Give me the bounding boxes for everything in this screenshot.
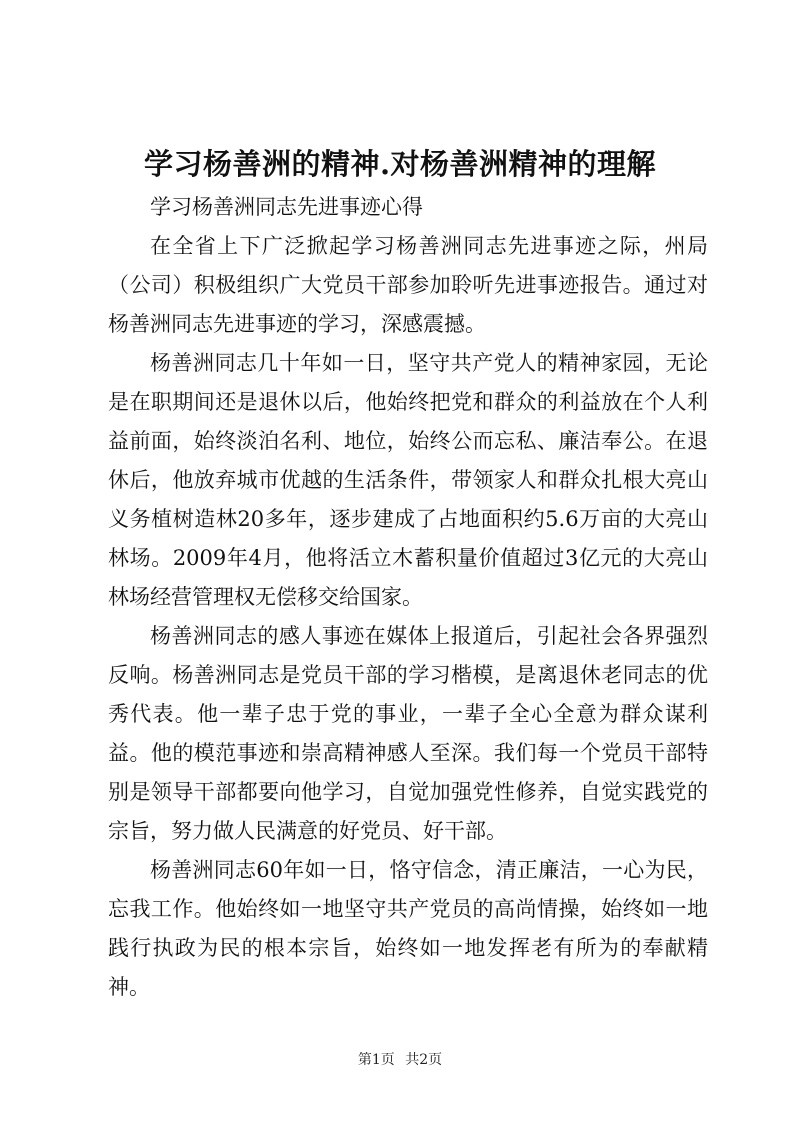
page-title: 学习杨善洲的精神.对杨善洲精神的理解 [143, 147, 657, 181]
subtitle-paragraph: 学习杨善洲同志先进事迹心得 [150, 195, 423, 219]
page-footer [0, 1050, 800, 1070]
page-total: 共2页 [405, 1052, 443, 1068]
page-number: 第1页 [357, 1052, 395, 1068]
body-paragraph: 杨善洲同志几十年如一日，坚守共产党人的精神家园，无论是在职期间还是退休以后，他始终把党和群众的利益放在个人利益前面，始终淡泊名利、地位，始终公而忘私、廉洁奉公。在退休后，他放弃城市优越的生活条件，带领家人和群众扎根大亮山义务植树造林20多年，逐步建成了占地面积约5.6万亩的大亮山林场。2009年4月，他将活立木蓄积量价值超过3亿元的大亮山林场经营管理权无偿移交给国家。 [108, 351, 708, 609]
document-body [108, 188, 708, 1007]
body-paragraph: 杨善洲同志的感人事迹在媒体上报道后，引起社会各界强烈反响。杨善洲同志是党员干部的学习楷模，是离退休老同志的优秀代表。他一辈子忠于党的事业，一辈子全心全意为群众谋利益。他的模范事迹和崇高精神感人至深。我们每一个党员干部特别是领导干部都要向他学习，自觉加强党性修养，自觉实践党的宗旨，努力做人民满意的好党员、好干部。 [108, 624, 708, 843]
body-paragraph: 杨善洲同志60年如一日，恪守信念，清正廉洁，一心为民，忘我工作。他始终如一地坚守共产党员的高尚情操，始终如一地践行执政为民的根本宗旨，始终如一地发挥老有所为的奉献精神。 [108, 858, 708, 999]
body-paragraph: 在全省上下广泛掀起学习杨善洲同志先进事迹之际，州局（公司）积极组织广大党员干部参加聆听先进事迹报告。通过对杨善洲同志先进事迹的学习，深感震撼。 [108, 234, 708, 336]
